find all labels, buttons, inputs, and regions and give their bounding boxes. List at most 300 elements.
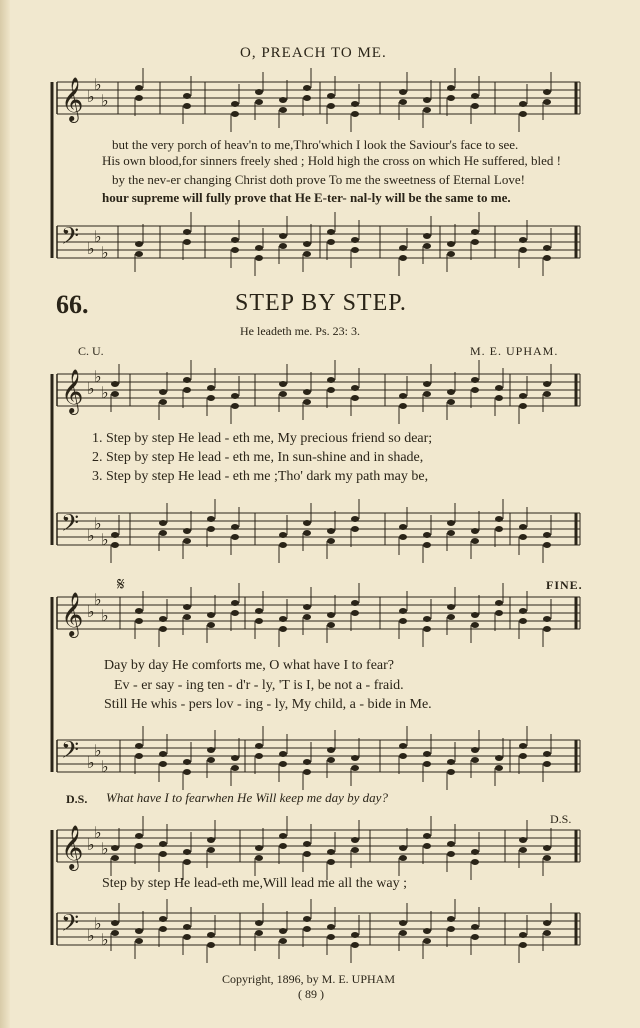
note-head [135, 753, 143, 759]
note-head [543, 761, 551, 767]
note-head [399, 930, 407, 936]
fine-marking: FINE. [546, 578, 583, 592]
note-head [303, 389, 311, 395]
note-head [231, 393, 239, 399]
prev-verse-3: by the nev-er changing Christ doth prove To me the sweetness of Eternal Love! [112, 172, 525, 187]
note-head [399, 255, 407, 261]
note-head [135, 95, 143, 101]
note-head [471, 859, 479, 865]
note-head [519, 753, 527, 759]
note-head [471, 849, 479, 855]
note-head [543, 89, 551, 95]
note-head [351, 111, 359, 117]
note-head [207, 837, 215, 843]
note-head [519, 942, 527, 948]
hymn-title: STEP BY STEP. [235, 290, 407, 316]
note-head [543, 751, 551, 757]
note-head [519, 743, 527, 749]
note-head [135, 251, 143, 257]
note-head [303, 841, 311, 847]
note-head [231, 534, 239, 540]
note-head [447, 389, 455, 395]
bass-clef-icon: 𝄢 [61, 736, 80, 769]
note-head [207, 516, 215, 522]
note-head [255, 255, 263, 261]
note-head [327, 622, 335, 628]
note-head [207, 612, 215, 618]
note-head [207, 385, 215, 391]
note-head [159, 389, 167, 395]
note-head [399, 920, 407, 926]
flat-icon: ♭ [101, 839, 109, 858]
note-head [183, 538, 191, 544]
note-head [279, 381, 287, 387]
note-head [231, 610, 239, 616]
note-head [519, 247, 527, 253]
note-head [327, 229, 335, 235]
note-head [303, 851, 311, 857]
flat-icon: ♭ [87, 239, 95, 258]
note-head [351, 847, 359, 853]
note-head [159, 616, 167, 622]
note-head [399, 618, 407, 624]
note-head [207, 847, 215, 853]
note-head [543, 920, 551, 926]
note-head [519, 837, 527, 843]
note-head [183, 377, 191, 383]
hymn-number: 66. [56, 290, 89, 319]
flat-icon: ♭ [94, 514, 102, 533]
verse-1-line-1: 1. Step by step He lead - eth me, My precious friend so dear; [92, 431, 433, 446]
note-head [543, 99, 551, 105]
note-head [471, 757, 479, 763]
treble-clef-icon: 𝄞 [61, 825, 84, 869]
page-number: ( 89 ) [298, 987, 324, 1001]
prev-verse-4: hour supreme will fully prove that He E-ter- nal-ly will be the same to me. [102, 190, 511, 205]
note-head [231, 237, 239, 243]
note-head [327, 103, 335, 109]
note-head [519, 932, 527, 938]
note-head [423, 542, 431, 548]
note-head [183, 924, 191, 930]
note-head [135, 938, 143, 944]
note-head [399, 89, 407, 95]
note-head [135, 743, 143, 749]
note-head [303, 916, 311, 922]
note-head [111, 855, 119, 861]
note-head [255, 618, 263, 624]
note-head [519, 618, 527, 624]
note-head [207, 622, 215, 628]
note-head [447, 520, 455, 526]
note-head [399, 608, 407, 614]
note-head [447, 604, 455, 610]
note-head [471, 103, 479, 109]
note-head [447, 759, 455, 765]
note-head [447, 851, 455, 857]
note-head [279, 542, 287, 548]
note-head [303, 520, 311, 526]
note-head [399, 393, 407, 399]
flat-icon: ♭ [87, 87, 95, 106]
note-head [327, 377, 335, 383]
note-head [303, 604, 311, 610]
flat-icon: ♭ [87, 379, 95, 398]
note-head [183, 769, 191, 775]
note-head [447, 530, 455, 536]
prev-hymn-title: O, PREACH TO ME. [240, 45, 387, 61]
note-head [159, 520, 167, 526]
note-head [159, 399, 167, 405]
note-head [279, 532, 287, 538]
note-head [279, 243, 287, 249]
note-head [255, 99, 263, 105]
flat-icon: ♭ [87, 602, 95, 621]
note-head [135, 928, 143, 934]
note-head [183, 239, 191, 245]
note-head [351, 837, 359, 843]
note-head [327, 93, 335, 99]
note-head [327, 934, 335, 940]
note-head [519, 393, 527, 399]
flat-icon: ♭ [94, 823, 102, 842]
note-head [207, 942, 215, 948]
note-head [519, 403, 527, 409]
note-head [303, 769, 311, 775]
note-head [399, 245, 407, 251]
note-head [543, 532, 551, 538]
flat-icon: ♭ [101, 91, 109, 110]
note-head [231, 101, 239, 107]
note-head [423, 843, 431, 849]
note-head [447, 251, 455, 257]
note-head [183, 614, 191, 620]
note-head [543, 381, 551, 387]
note-head [327, 538, 335, 544]
note-head [327, 757, 335, 763]
note-head [471, 538, 479, 544]
note-head [135, 833, 143, 839]
flat-icon: ♭ [94, 75, 102, 94]
note-head [471, 934, 479, 940]
note-head [399, 743, 407, 749]
note-head [423, 616, 431, 622]
note-head [159, 916, 167, 922]
note-head [423, 761, 431, 767]
note-head [279, 843, 287, 849]
note-head [327, 924, 335, 930]
flat-icon: ♭ [87, 753, 95, 772]
note-head [327, 239, 335, 245]
note-head [351, 600, 359, 606]
note-head [135, 241, 143, 247]
note-head [183, 93, 191, 99]
note-head [135, 608, 143, 614]
note-head [495, 600, 503, 606]
note-head [471, 377, 479, 383]
flat-icon: ♭ [94, 914, 102, 933]
note-head [447, 241, 455, 247]
note-head [447, 614, 455, 620]
bass-clef-icon: 𝄢 [61, 509, 80, 542]
note-head [495, 516, 503, 522]
note-head [399, 403, 407, 409]
note-head [423, 928, 431, 934]
note-head [279, 751, 287, 757]
note-head [447, 916, 455, 922]
note-head [543, 930, 551, 936]
note-head [207, 747, 215, 753]
note-head [255, 753, 263, 759]
note-head [327, 859, 335, 865]
note-head [111, 532, 119, 538]
treble-clef-icon: 𝄞 [61, 369, 84, 413]
note-head [135, 618, 143, 624]
note-head [543, 855, 551, 861]
note-head [423, 938, 431, 944]
verse-3-line-1: 3. Step by step He lead - eth me ;Tho' dark my path may be, [92, 469, 429, 484]
note-head [399, 534, 407, 540]
note-head [543, 845, 551, 851]
note-head [255, 245, 263, 251]
note-head [231, 111, 239, 117]
note-head [351, 395, 359, 401]
note-head [303, 85, 311, 91]
note-head [303, 759, 311, 765]
verse-2-line-2: Ev - er say - ing ten - d'r - ly, 'T is I, be not a - fraid. [114, 678, 404, 693]
note-head [495, 395, 503, 401]
note-head [423, 97, 431, 103]
bass-clef-icon: 𝄢 [61, 909, 80, 942]
ds-label: D.S. [66, 792, 88, 806]
flat-icon: ♭ [94, 227, 102, 246]
note-head [159, 926, 167, 932]
note-head [471, 387, 479, 393]
note-head [423, 233, 431, 239]
note-head [351, 755, 359, 761]
flat-icon: ♭ [94, 590, 102, 609]
segno-sign: 𝄋 [117, 574, 125, 594]
note-head [543, 245, 551, 251]
note-head [279, 626, 287, 632]
flat-icon: ♭ [87, 835, 95, 854]
note-head [279, 833, 287, 839]
flat-icon: ♭ [87, 526, 95, 545]
flat-icon: ♭ [101, 930, 109, 949]
note-head [399, 845, 407, 851]
flat-icon: ♭ [101, 243, 109, 262]
note-head [423, 391, 431, 397]
note-head [207, 757, 215, 763]
note-head [231, 247, 239, 253]
lyricist-credit: C. U. [78, 344, 104, 358]
note-head [495, 755, 503, 761]
note-head [399, 855, 407, 861]
note-head [303, 399, 311, 405]
note-head [183, 387, 191, 393]
note-head [543, 391, 551, 397]
note-head [423, 381, 431, 387]
note-head [423, 243, 431, 249]
note-head [351, 765, 359, 771]
note-head [111, 920, 119, 926]
note-head [159, 626, 167, 632]
note-head [399, 753, 407, 759]
verse-3-line-2: Still He whis - pers lov - ing - ly, My child, a - bide in Me. [104, 697, 432, 712]
note-head [495, 526, 503, 532]
note-head [279, 616, 287, 622]
note-head [471, 622, 479, 628]
note-head [543, 626, 551, 632]
bass-clef-icon: 𝄢 [61, 222, 80, 255]
note-head [183, 103, 191, 109]
note-head [495, 610, 503, 616]
note-head [351, 101, 359, 107]
note-head [399, 99, 407, 105]
prev-verse-1: but the very porch of heav'n to me,Thro'which I look the Saviour's face to see. [112, 137, 519, 152]
note-head [111, 930, 119, 936]
note-head [303, 241, 311, 247]
verse-1-line-2: Day by day He comforts me, O what have I to fear? [104, 658, 395, 673]
composer-credit: M. E. UPHAM. [470, 344, 559, 358]
note-head [183, 604, 191, 610]
refrain-line: Step by step He lead-eth me,Will lead me all the way ; [102, 876, 408, 891]
flat-icon: ♭ [101, 606, 109, 625]
prev-verse-2: His own blood,for sinners freely shed ; Hold high the cross on which He suffered, bled ! [102, 153, 561, 168]
copyright-notice: Copyright, 1896, by M. E. UPHAM [222, 972, 396, 986]
note-head [543, 542, 551, 548]
note-head [447, 85, 455, 91]
note-head [471, 229, 479, 235]
note-head [183, 759, 191, 765]
note-head [327, 747, 335, 753]
note-head [255, 930, 263, 936]
note-head [279, 391, 287, 397]
note-head [519, 534, 527, 540]
note-head [351, 942, 359, 948]
flat-icon: ♭ [101, 757, 109, 776]
note-head [231, 755, 239, 761]
note-head [303, 530, 311, 536]
note-head [423, 532, 431, 538]
note-head [471, 93, 479, 99]
note-head [183, 849, 191, 855]
note-head [279, 107, 287, 113]
ds-marking: D.S. [550, 812, 572, 826]
note-head [111, 542, 119, 548]
note-head [183, 229, 191, 235]
note-head [327, 612, 335, 618]
note-head [519, 608, 527, 614]
scripture-reference: He leadeth me. Ps. 23: 3. [240, 324, 360, 338]
flat-icon: ♭ [101, 530, 109, 549]
note-head [255, 743, 263, 749]
note-head [447, 841, 455, 847]
treble-clef-icon: 𝄞 [61, 592, 84, 636]
note-head [111, 845, 119, 851]
note-head [207, 395, 215, 401]
note-head [159, 761, 167, 767]
note-head [135, 843, 143, 849]
note-head [471, 239, 479, 245]
note-head [327, 528, 335, 534]
note-head [351, 610, 359, 616]
note-head [495, 385, 503, 391]
note-head [159, 530, 167, 536]
note-head [423, 751, 431, 757]
note-head [255, 855, 263, 861]
verse-2-line-1: 2. Step by step He lead - eth me, In sun-shine and in shade, [92, 450, 424, 465]
note-head [207, 932, 215, 938]
note-head [423, 107, 431, 113]
note-head [255, 920, 263, 926]
note-head [471, 528, 479, 534]
note-head [519, 524, 527, 530]
note-head [543, 616, 551, 622]
note-head [183, 934, 191, 940]
note-head [351, 526, 359, 532]
note-head [255, 845, 263, 851]
note-head [471, 924, 479, 930]
note-head [255, 89, 263, 95]
note-head [351, 247, 359, 253]
note-head [111, 391, 119, 397]
note-head [303, 614, 311, 620]
note-head [303, 95, 311, 101]
note-head [135, 85, 143, 91]
treble-clef-icon: 𝄞 [61, 77, 84, 121]
note-head [279, 938, 287, 944]
flat-icon: ♭ [94, 367, 102, 386]
note-head [231, 403, 239, 409]
note-head [519, 101, 527, 107]
note-head [327, 387, 335, 393]
note-head [159, 751, 167, 757]
note-head [471, 612, 479, 618]
note-head [447, 95, 455, 101]
note-head [231, 600, 239, 606]
note-head [519, 111, 527, 117]
note-head [495, 765, 503, 771]
note-head [351, 237, 359, 243]
ds-text: What have I to fearwhen He Will keep me day by day? [106, 790, 388, 805]
note-head [519, 847, 527, 853]
flat-icon: ♭ [87, 926, 95, 945]
note-head [279, 761, 287, 767]
note-head [447, 926, 455, 932]
note-head [111, 381, 119, 387]
note-head [351, 516, 359, 522]
note-head [159, 841, 167, 847]
note-head [351, 385, 359, 391]
note-head [543, 255, 551, 261]
note-head [279, 928, 287, 934]
note-head [183, 528, 191, 534]
note-head [519, 237, 527, 243]
note-head [231, 524, 239, 530]
note-head [399, 524, 407, 530]
note-head [447, 399, 455, 405]
note-head [423, 833, 431, 839]
note-head [279, 233, 287, 239]
flat-icon: ♭ [94, 741, 102, 760]
note-head [423, 626, 431, 632]
note-head [159, 851, 167, 857]
note-head [303, 251, 311, 257]
note-head [255, 608, 263, 614]
note-head [327, 849, 335, 855]
note-head [183, 859, 191, 865]
